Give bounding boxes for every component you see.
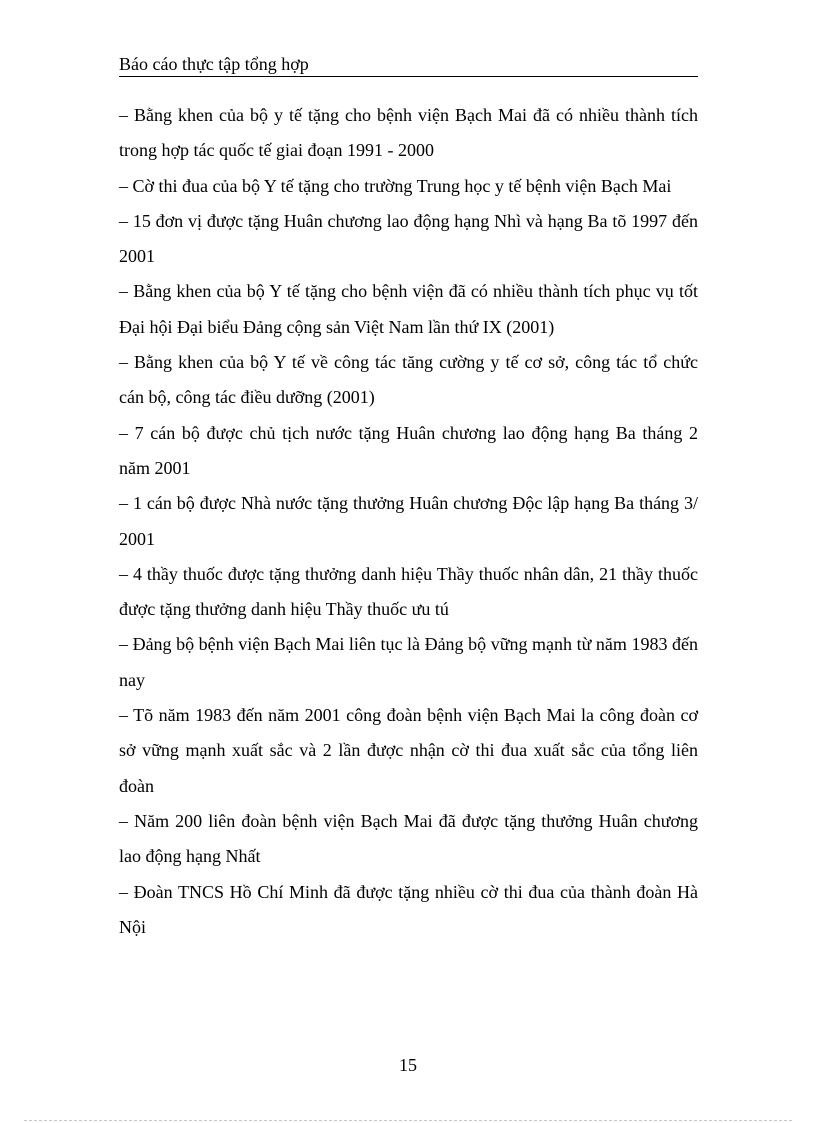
list-item: – Bằng khen của bộ Y tế tặng cho bệnh viện đã có nhiều thành tích phục vụ tốt Đại hội Đại biểu Đảng cộng sản Việt Nam lần thứ IX (2001) — [119, 281, 698, 337]
page-header — [119, 50, 698, 77]
list-item: – 1 cán bộ được Nhà nước tặng thưởng Huân chương Độc lập hạng Ba tháng 3/ 2001 — [119, 493, 698, 549]
list-item: – Cờ thi đua của bộ Y tế tặng cho trường Trung học y tế bệnh viện Bạch Mai — [119, 175, 672, 196]
list-item: – Năm 200 liên đoàn bệnh viện Bạch Mai đã được tặng thưởng Huân chương lao động hạng Nhất — [119, 810, 698, 867]
list-item: – Tõ năm 1983 đến năm 2001 công đoàn bệnh viện Bạch Mai la công đoàn cơ sở vững mạnh xuất sắc và 2 lần được nhận cờ thi đua xuất sắc của tổng liên đoàn — [119, 705, 698, 796]
page-number: 15 — [399, 1055, 417, 1075]
list-item: – 4 thầy thuốc được tặng thưởng danh hiệu Thầy thuốc nhân dân, 21 thầy thuốc được tặng thưởng danh hiệu Thầy thuốc ưu tú — [119, 563, 698, 620]
list-item: – 7 cán bộ được chủ tịch nước tặng Huân chương lao động hạng Ba tháng 2 năm 2001 — [119, 422, 698, 478]
list-item: – Đảng bộ bệnh viện Bạch Mai liên tục là Đảng bộ vững mạnh từ năm 1983 đến nay — [119, 634, 698, 690]
list-item: – Bằng khen của bộ Y tế về công tác tăng cường y tế cơ sở, công tác tổ chức cán bộ, công tác điều dưỡng (2001) — [119, 352, 698, 408]
list-item: – Đoàn TNCS Hồ Chí Minh đã được tặng nhiều cờ thi đua của thành đoàn Hà Nội — [119, 881, 698, 937]
list-item: – Bằng khen của bộ y tế tặng cho bệnh viện Bạch Mai đã có nhiều thành tích trong hợp tác quốc tế giai đoạn 1991 - 2000 — [119, 105, 698, 161]
list-item: – 15 đơn vị được tặng Huân chương lao động hạng Nhì và hạng Ba tõ 1997 đến 2001 — [119, 210, 698, 267]
page-bottom-divider — [24, 1120, 792, 1121]
header-title: Báo cáo thực tập tổng hợp — [119, 54, 309, 74]
document-body — [119, 98, 698, 945]
